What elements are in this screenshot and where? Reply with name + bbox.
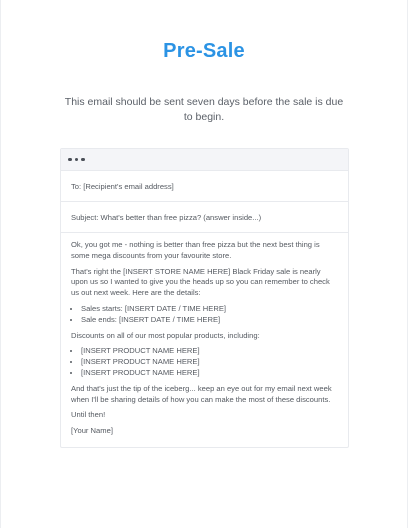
email-intro-paragraph: Ok, you got me - nothing is better than free pizza but the next best thing is some mega discounts from your favourite store. [71,240,320,260]
email-signoff: Until then! [71,410,106,420]
list-item: • [INSERT PRODUCT NAME HERE] [81,346,338,357]
list-item: • Sales starts: [INSERT DATE / TIME HERE] [81,304,338,315]
window-dots-icon [68,158,85,162]
list-item: • [INSERT PRODUCT NAME HERE] [81,368,338,379]
list-item: • Sale ends: [INSERT DATE / TIME HERE] [81,315,338,326]
email-template-card [60,148,349,448]
email-window-header [61,149,348,171]
email-announcement-paragraph: That's right the [INSERT STORE NAME HERE] Black Friday sale is nearly upon us so I wanted to give you the heads up so you can remember to check us out next week. Here are the details: [71,266,330,298]
products-list [71,346,338,378]
email-to-field: To: [Recipient's email address] [61,171,348,202]
dot-icon [75,158,79,162]
email-subject-field: Subject: What's better than free pizza? (answer inside...) [61,202,348,233]
email-signature: [Your Name] [71,426,113,436]
page-subtitle: This email should be sent seven days before the sale is due to begin. [64,96,344,123]
dot-icon [81,158,85,162]
email-discounts-paragraph: Discounts on all of our most popular products, including: [71,330,260,340]
sale-details-list [71,304,338,326]
dot-icon [68,158,72,162]
page-title: Pre-Sale [163,40,245,62]
email-body [61,233,348,447]
list-item: • [INSERT PRODUCT NAME HERE] [81,357,338,368]
email-closing-paragraph: And that's just the tip of the iceberg... keep an eye out for my email next week when I'll be sharing details of how you can make the most of these discounts. [71,383,332,404]
